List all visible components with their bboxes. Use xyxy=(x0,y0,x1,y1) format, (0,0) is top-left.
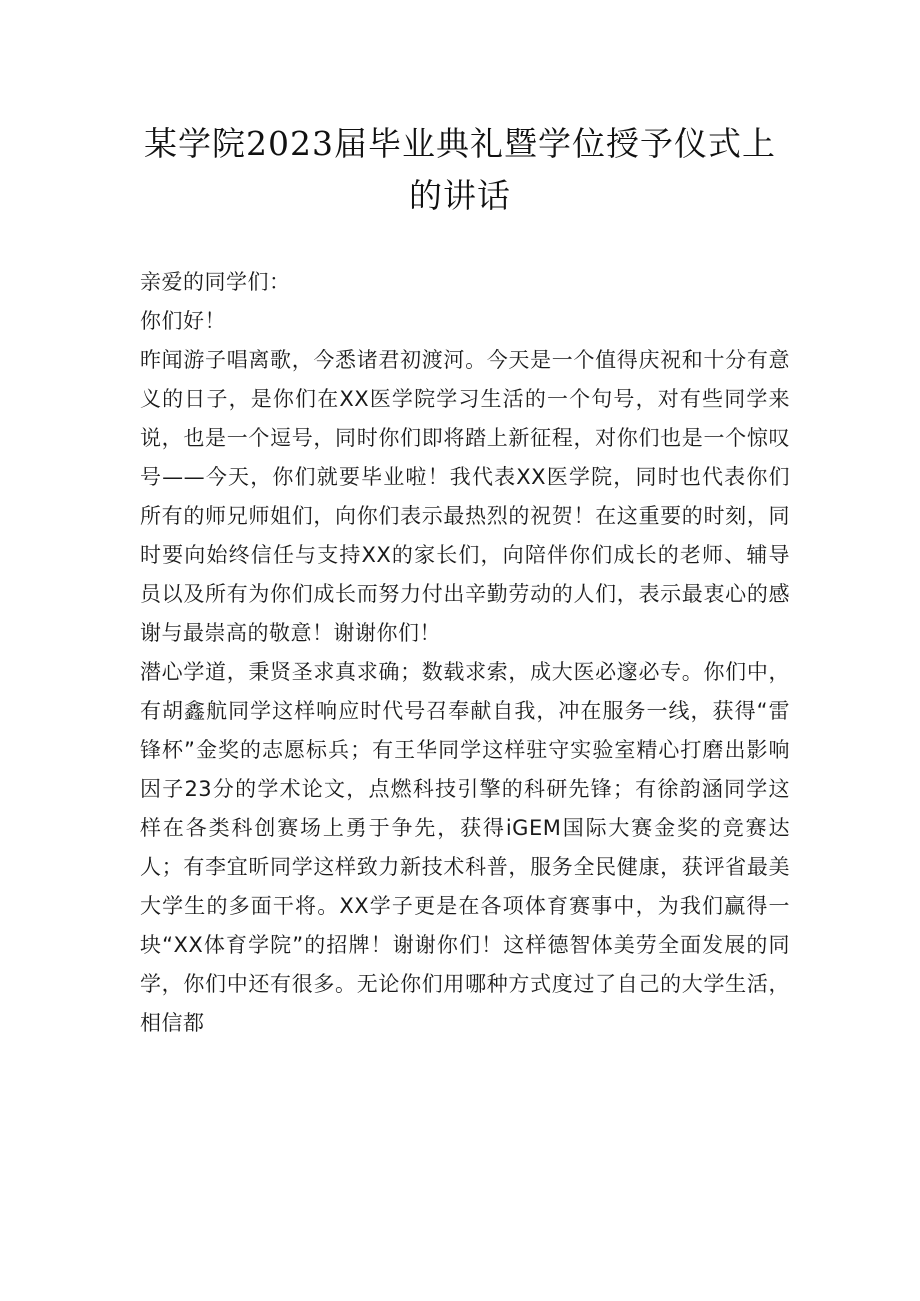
document-body xyxy=(140,263,790,1043)
salutation: 亲爱的同学们： xyxy=(140,270,291,294)
greeting: 你们好！ xyxy=(140,309,226,333)
document-title: 某学院2023届毕业典礼暨学位授予仪式上的讲话 xyxy=(144,124,776,215)
paragraph-achievements: 潜心学道，秉贤圣求真求确；数载求索，成大医必邃必专。你们中，有胡鑫航同学这样响应时代号召奉献自我，冲在服务一线，获得“雷锋杯”金奖的志愿标兵；有王华同学这样驻守实验室精心打磨出影响因子23分的学术论文，点燃科技引擎的科研先锋；有徐韵涵同学这样在各类科创赛场上勇于争先，获得iGEM国际大赛金奖的竞赛达人；有李宜昕同学这样致力新技术科普，服务全民健康，获评省最美大学生的多面干将。XX学子更是在各项体育赛事中，为我们赢得一块“XX体育学院”的招牌！谢谢你们！这样德智体美劳全面发展的同学，你们中还有很多。无论你们用哪种方式度过了自己的大学生活，相信都 xyxy=(140,660,790,1035)
paragraph-opening: 昨闻游子唱离歌，今悉诸君初渡河。今天是一个值得庆祝和十分有意义的日子，是你们在XX医学院学习生活的一个句号，对有些同学来说，也是一个逗号，同时你们即将踏上新征程，对你们也是一个惊叹号——今天，你们就要毕业啦！我代表XX医学院，同时也代表你们所有的师兄师姐们，向你们表示最热烈的祝贺！在这重要的时刻，同时要向始终信任与支持XX的家长们，向陪伴你们成长的老师、辅导员以及所有为你们成长而努力付出辛勤劳动的人们，表示最衷心的感谢与最崇高的敬意！谢谢你们！ xyxy=(140,348,790,645)
